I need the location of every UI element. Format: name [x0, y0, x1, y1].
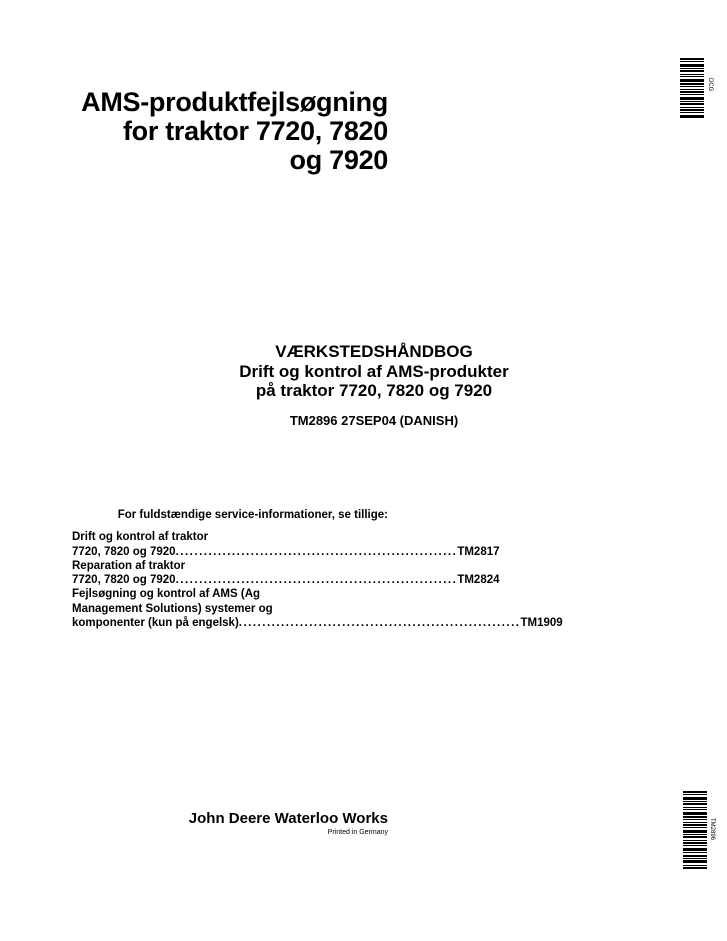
dot-leader: ............................................................ [238, 617, 521, 630]
reference-code: TM2817 [457, 545, 500, 558]
barcode-bar [683, 819, 707, 820]
barcode-bar [680, 58, 704, 60]
barcode-bottom-label: TM2896 [709, 818, 715, 841]
barcode-bar [680, 83, 704, 85]
barcode-bar [680, 103, 704, 105]
reference-title-line: Drift og kontrol af traktor [72, 531, 209, 544]
document-title [81, 88, 388, 175]
barcode-bar [680, 89, 704, 90]
barcode-bar [680, 68, 704, 69]
barcode-bar [680, 70, 704, 72]
title-line-2: for traktor 7720, 7820 [122, 116, 388, 146]
barcode-bar [680, 94, 704, 95]
barcode-bar [680, 79, 704, 82]
references-intro: For fuldstændige service-informationer, se tillige: [117, 509, 388, 521]
barcode-bar [680, 115, 704, 118]
reference-title-last-line: 7720, 7820 og 7920 [72, 574, 176, 587]
barcode-bar [683, 801, 707, 802]
barcode-bar [683, 791, 707, 793]
barcode-bar [683, 816, 707, 818]
reference-code: TM2824 [457, 574, 500, 587]
reference-item [72, 587, 563, 630]
barcode-bar [683, 842, 707, 844]
footer [189, 810, 388, 837]
barcode-bar [680, 64, 704, 67]
barcode-bar [683, 865, 707, 866]
reference-title-line: Fejlsøgning og kontrol af AMS (Ag [72, 588, 261, 601]
reference-item [72, 559, 500, 588]
barcode-bar [683, 830, 707, 833]
dot-leader: ............................................................ [175, 574, 458, 587]
barcode-bar [683, 860, 707, 863]
barcode-bar [683, 822, 707, 823]
barcode-bar [680, 101, 704, 102]
company-name: John Deere Waterloo Works [188, 810, 388, 827]
barcode-top-label: DCG [707, 78, 713, 92]
barcode-bar [680, 107, 704, 108]
barcode-bar [683, 827, 707, 828]
barcode-bar [683, 845, 707, 846]
barcode-bar [680, 86, 704, 87]
barcode-bar [680, 74, 704, 75]
barcode-bar [683, 836, 707, 838]
barcode-bar [683, 824, 707, 826]
manual-subtitle-1: Drift og kontrol af AMS-produkter [239, 362, 509, 381]
manual-heading [180, 341, 568, 429]
barcode-bar [683, 797, 707, 800]
barcode-bar [680, 91, 704, 93]
dot-leader: ............................................................ [175, 545, 458, 558]
barcode-bar [683, 834, 707, 835]
barcode-bar [683, 803, 707, 805]
barcode-bar [683, 809, 707, 810]
reference-title-last-line: komponenter (kun på engelsk) [72, 617, 239, 630]
title-line-1: AMS-produktfejlsøgning [81, 87, 388, 117]
barcode-bar [683, 848, 707, 851]
references-section [72, 508, 563, 630]
barcode-bar [680, 97, 704, 100]
barcode-bar [680, 109, 704, 111]
printed-note: Printed in Germany [327, 829, 388, 836]
references-list [72, 530, 563, 630]
manual-code: TM2896 27SEP04 (DANISH) [289, 413, 459, 428]
barcode-bar [683, 867, 707, 869]
barcode-bar [680, 76, 704, 77]
reference-title-last-line: 7720, 7820 og 7920 [72, 545, 176, 558]
reference-title-line: Reparation af traktor [72, 559, 186, 572]
title-line-3: og 7920 [289, 145, 388, 175]
barcode-bar [683, 858, 707, 859]
manual-type: VÆRKSTEDSHÅNDBOG [275, 342, 473, 361]
reference-code: TM1909 [520, 617, 563, 630]
reference-item [72, 530, 500, 559]
barcode-bar [683, 794, 707, 795]
manual-subtitle-2: på traktor 7720, 7820 og 7920 [255, 381, 493, 400]
barcode-bottom [683, 791, 707, 870]
reference-title-line: Management Solutions) systemer og [72, 602, 273, 615]
barcode-bar [683, 852, 707, 853]
barcode-bar [683, 812, 707, 815]
barcode-bar [683, 807, 707, 808]
barcode-top [680, 58, 704, 119]
barcode-bar [683, 855, 707, 857]
barcode-bar [680, 112, 704, 113]
barcode-bar [683, 840, 707, 841]
barcode-bar [680, 61, 704, 62]
